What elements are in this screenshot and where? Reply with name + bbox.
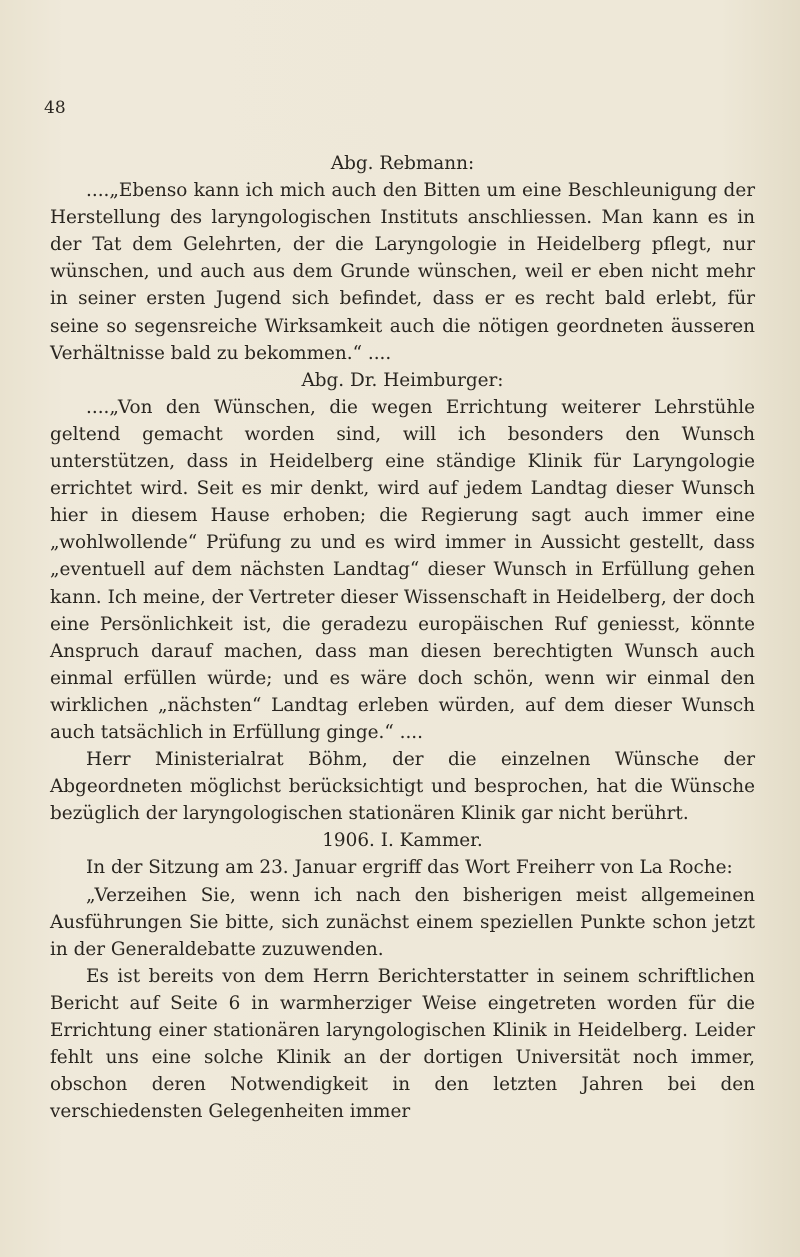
paragraph-heimburger-quote: ....„Von den Wünschen, die wegen Errichtung weiterer Lehrstühle geltend gemacht worden sind, will ich besonders den Wunsch unterstützen, dass in Heidelberg eine ständige Klinik für Laryngologie errichtet wird. Seit es mir denkt, wird auf jedem Landtag dieser Wunsch hier in diesem Hause erhoben; die Regierung sagt auch immer eine „wohlwollende“ Prüfung zu und es wird immer in Aussicht gestellt, dass „eventuell auf dem nächsten Landtag“ dieser Wunsch in Erfüllung gehen kann. Ich meine, der Vertreter dieser Wissenschaft in Heidelberg, der doch eine Persönlichkeit ist, die geradezu europäischen Ruf geniesst, könnte Anspruch darauf machen, dass man diesen berechtigten Wunsch auch einmal erfüllen würde; und es wäre doch schön, wenn wir einmal den wirklichen „nächsten“ Landtag erleben würden, auf dem dieser Wunsch auch tatsächlich in Erfüllung ginge.“ .... — [50, 396, 755, 743]
paragraph-boehm: Herr Ministerialrat Böhm, der die einzelnen Wünsche der Abgeordneten möglichst berücksichtigt und besprochen, hat die Wünsche bezüglich der laryngologischen stationären Klinik gar nicht berührt. — [50, 749, 755, 825]
paragraph-la-roche-2: Es ist bereits von dem Herrn Berichterstatter in seinem schriftlichen Bericht auf Seite 6 in warmherziger Weise eingetreten worden für die Errichtung einer stationären laryngologischen Klinik in Heidelberg. Leider fehlt uns eine solche Klinik an der dortigen Universität noch immer, obschon deren Notwendigkeit in den letzten Jahren bei den verschiedensten Gelegenheiten immer — [50, 965, 755, 1123]
page-text — [50, 150, 755, 1125]
paragraph-sitzung: In der Sitzung am 23. Januar ergriff das Wort Freiherr von La Roche: — [86, 857, 733, 879]
section-heading-1906: 1906. I. Kammer. — [322, 830, 483, 852]
paragraph-la-roche-1: „Verzeihen Sie, wenn ich nach den bisherigen meist allgemeinen Ausführungen Sie bitte, sich zunächst einem speziellen Punkte schon jetzt in der Generaldebatte zuzuwenden. — [50, 884, 755, 960]
speaker-heading-heimburger: Abg. Dr. Heimburger: — [301, 369, 504, 391]
paragraph-rebmann-quote: ....„Ebenso kann ich mich auch den Bitten um eine Beschleunigung der Herstellung des laryngologischen Instituts anschliessen. Man kann es in der Tat dem Gelehrten, der die Laryngologie in Heidelberg pflegt, nur wünschen, und auch aus dem Grunde wünschen, weil er eben nicht mehr in seiner ersten Jugend sich befindet, dass er es recht bald erlebt, für seine so segensreiche Wirksamkeit auch die nötigen geordneten äusseren Verhältnisse bald zu bekommen.“ .... — [50, 180, 755, 364]
page-number: 48 — [44, 98, 66, 118]
speaker-heading-rebmann: Abg. Rebmann: — [330, 153, 475, 174]
